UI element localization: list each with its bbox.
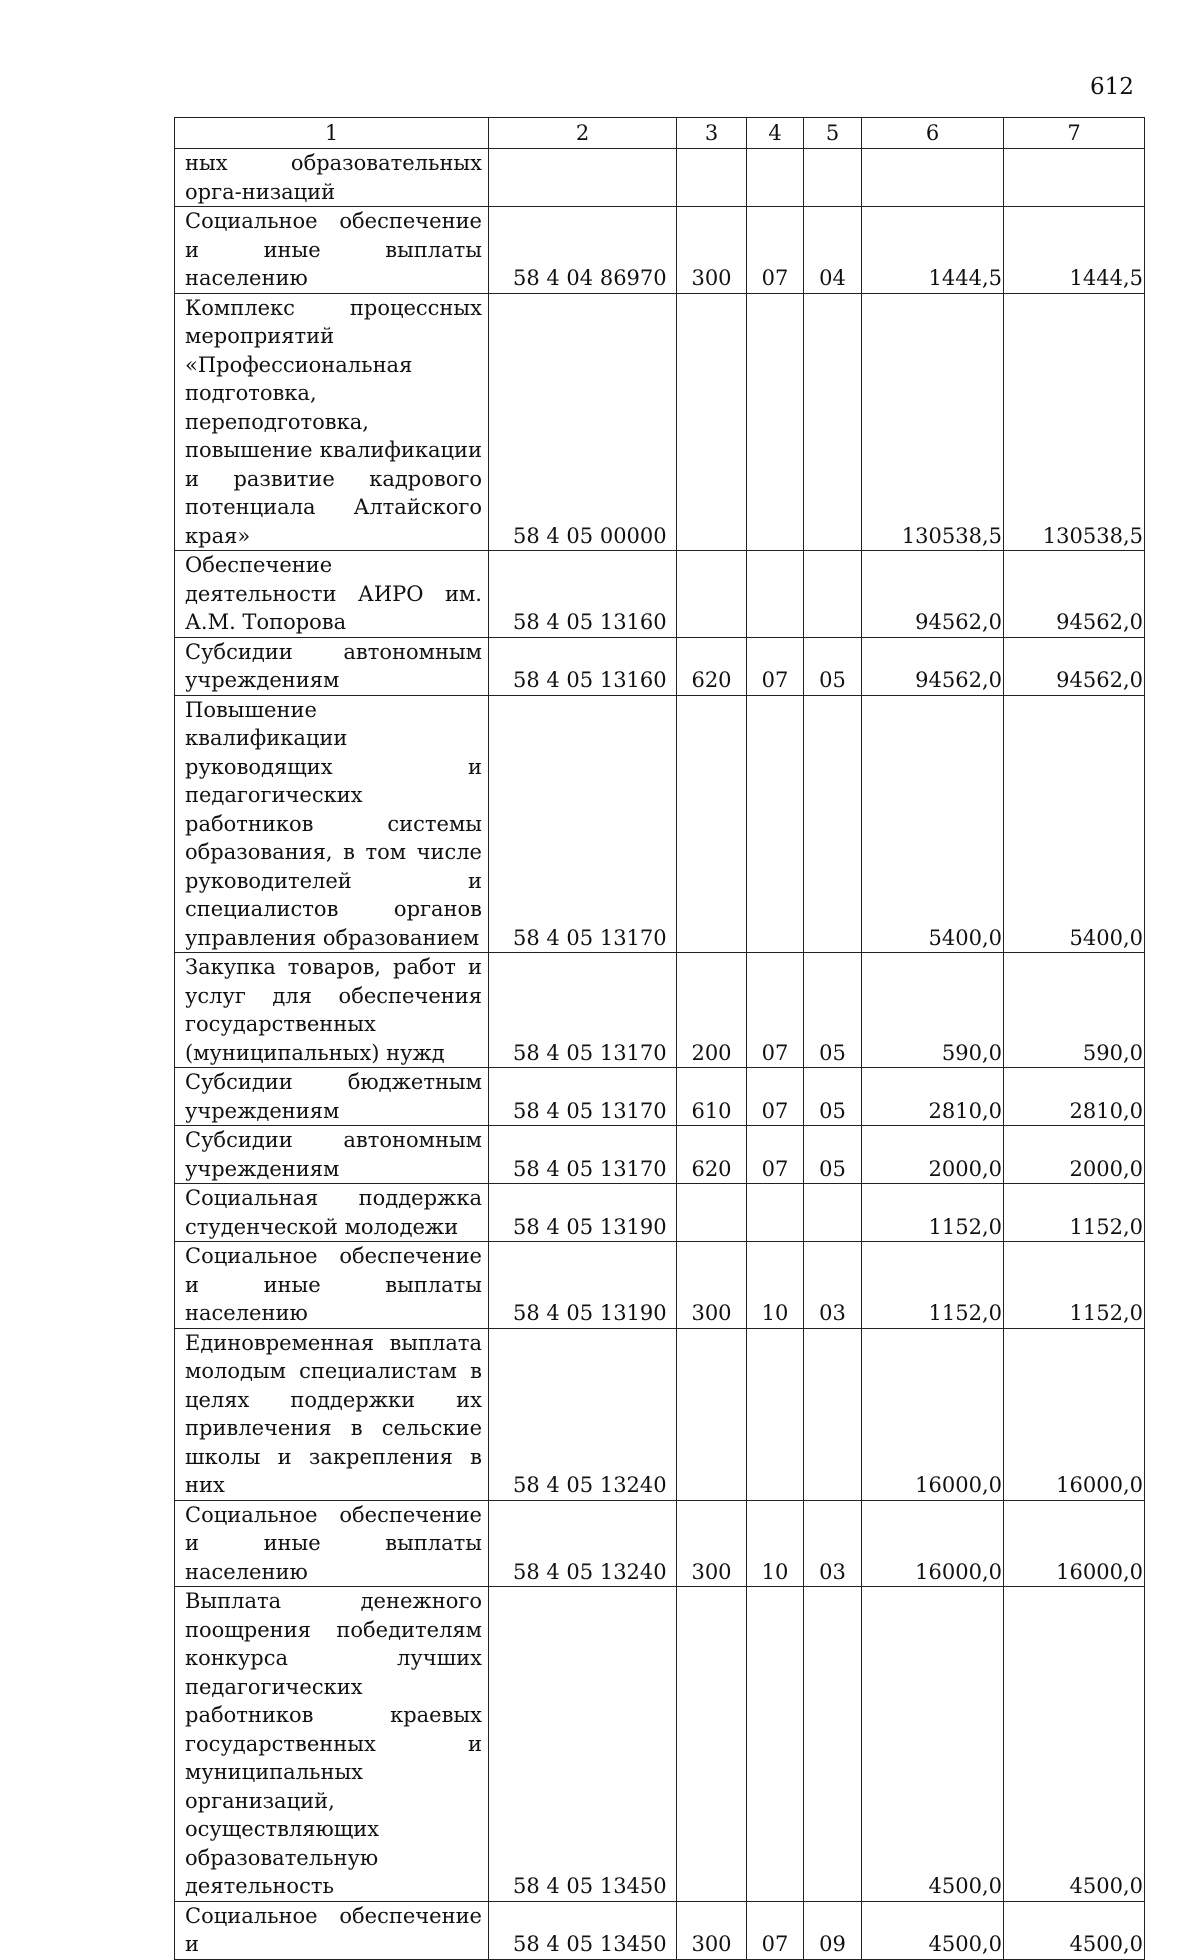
row-code: 58 4 05 13170 [489,953,677,1068]
row-section: 10 [747,1500,804,1587]
row-subsection [804,1184,862,1242]
row-amount-2026 [1004,149,1145,207]
row-subsection [804,551,862,638]
row-subsection: 05 [804,953,862,1068]
row-expense-type: 620 [677,637,747,695]
row-code [489,149,677,207]
table-row [175,953,1145,1068]
row-expense-type: 610 [677,1068,747,1126]
row-amount-2025: 130538,5 [862,293,1004,551]
row-amount-2026: 1152,0 [1004,1242,1145,1329]
row-description: Обеспечение деятельности АИРО им. А.М. Топорова [175,551,489,638]
row-amount-2025 [862,149,1004,207]
table-row [175,1587,1145,1902]
row-expense-type: 300 [677,1242,747,1329]
header-cell: 3 [677,118,747,149]
row-section: 07 [747,207,804,294]
row-expense-type [677,293,747,551]
row-amount-2026: 1444,5 [1004,207,1145,294]
row-description: Субсидии автономным учреждениям [175,637,489,695]
row-section: 07 [747,953,804,1068]
row-expense-type: 300 [677,1901,747,1959]
row-section [747,551,804,638]
row-section [747,1587,804,1902]
row-amount-2026: 2810,0 [1004,1068,1145,1126]
row-amount-2025: 1152,0 [862,1184,1004,1242]
row-amount-2026: 94562,0 [1004,637,1145,695]
row-subsection: 05 [804,1068,862,1126]
row-code: 58 4 05 13450 [489,1901,677,1959]
table-row [175,637,1145,695]
table-row [175,1328,1145,1500]
row-amount-2025: 5400,0 [862,695,1004,953]
row-section: 07 [747,1126,804,1184]
row-subsection: 04 [804,207,862,294]
row-amount-2025: 1444,5 [862,207,1004,294]
row-amount-2026: 1152,0 [1004,1184,1145,1242]
row-expense-type [677,1184,747,1242]
row-expense-type [677,551,747,638]
row-section [747,1328,804,1500]
header-cell: 2 [489,118,677,149]
row-expense-type: 200 [677,953,747,1068]
row-section [747,695,804,953]
row-expense-type [677,1328,747,1500]
row-amount-2026: 590,0 [1004,953,1145,1068]
page-number: 612 [1090,74,1134,100]
row-amount-2025: 2000,0 [862,1126,1004,1184]
table-row [175,1068,1145,1126]
row-subsection [804,1587,862,1902]
row-code: 58 4 05 13170 [489,1068,677,1126]
row-amount-2025: 1152,0 [862,1242,1004,1329]
row-subsection: 09 [804,1901,862,1959]
row-description: Комплекс процессных мероприятий «Профессиональная подготовка, переподготовка, повышение квалификации и развитие кадрового потенциала Алтайского края» [175,293,489,551]
row-expense-type: 300 [677,207,747,294]
row-description: Субсидии бюджетным учреждениям [175,1068,489,1126]
row-subsection [804,149,862,207]
header-cell: 5 [804,118,862,149]
row-section: 07 [747,637,804,695]
row-amount-2026: 16000,0 [1004,1328,1145,1500]
row-section [747,293,804,551]
row-subsection: 03 [804,1242,862,1329]
row-subsection: 05 [804,1126,862,1184]
row-description: Субсидии автономным учреждениям [175,1126,489,1184]
row-expense-type [677,149,747,207]
row-section [747,149,804,207]
header-cell: 1 [175,118,489,149]
row-expense-type: 300 [677,1500,747,1587]
row-section [747,1184,804,1242]
row-code: 58 4 05 13160 [489,551,677,638]
row-description: Единовременная выплата молодым специалистам в целях поддержки их привлечения в сельские школы и закрепления в них [175,1328,489,1500]
row-amount-2026: 130538,5 [1004,293,1145,551]
row-code: 58 4 05 13190 [489,1184,677,1242]
table-row [175,1500,1145,1587]
header-cell: 7 [1004,118,1145,149]
table-row [175,695,1145,953]
row-description: Выплата денежного поощрения победителям конкурса лучших педагогических работников краевых государственных и муниципальных организаций, осуществляющих образовательную деятельность [175,1587,489,1902]
row-subsection: 05 [804,637,862,695]
table-header-row [175,118,1145,149]
row-amount-2025: 16000,0 [862,1500,1004,1587]
row-section: 10 [747,1242,804,1329]
budget-table [174,117,1145,1960]
row-code: 58 4 05 00000 [489,293,677,551]
row-code: 58 4 05 13170 [489,1126,677,1184]
row-description: Социальное обеспечение и [175,1901,489,1959]
header-cell: 4 [747,118,804,149]
table-row [175,1126,1145,1184]
row-amount-2025: 4500,0 [862,1587,1004,1902]
row-description: Социальное обеспечение и иные выплаты населению [175,1242,489,1329]
row-amount-2025: 590,0 [862,953,1004,1068]
row-subsection: 03 [804,1500,862,1587]
row-amount-2026: 94562,0 [1004,551,1145,638]
row-description: Социальное обеспечение и иные выплаты населению [175,1500,489,1587]
row-amount-2025: 94562,0 [862,637,1004,695]
table-row [175,551,1145,638]
row-subsection [804,293,862,551]
table-body [175,149,1145,1960]
table-row [175,1184,1145,1242]
row-section: 07 [747,1901,804,1959]
row-expense-type: 620 [677,1126,747,1184]
row-code: 58 4 05 13240 [489,1328,677,1500]
row-amount-2026: 4500,0 [1004,1587,1145,1902]
row-expense-type [677,1587,747,1902]
table-row [175,149,1145,207]
row-amount-2026: 4500,0 [1004,1901,1145,1959]
row-amount-2025: 94562,0 [862,551,1004,638]
row-amount-2025: 2810,0 [862,1068,1004,1126]
table-row [175,207,1145,294]
row-amount-2025: 4500,0 [862,1901,1004,1959]
row-amount-2025: 16000,0 [862,1328,1004,1500]
row-code: 58 4 05 13240 [489,1500,677,1587]
header-cell: 6 [862,118,1004,149]
row-code: 58 4 05 13170 [489,695,677,953]
row-description: ных образовательных орга-низаций [175,149,489,207]
table-row [175,1901,1145,1959]
row-description: Социальная поддержка студенческой молодежи [175,1184,489,1242]
row-amount-2026: 5400,0 [1004,695,1145,953]
row-code: 58 4 04 86970 [489,207,677,294]
table-row [175,293,1145,551]
row-code: 58 4 05 13450 [489,1587,677,1902]
row-subsection [804,1328,862,1500]
row-subsection [804,695,862,953]
row-expense-type [677,695,747,953]
row-amount-2026: 16000,0 [1004,1500,1145,1587]
row-code: 58 4 05 13160 [489,637,677,695]
row-description: Закупка товаров, работ и услуг для обеспечения государственных (муниципальных) нужд [175,953,489,1068]
row-amount-2026: 2000,0 [1004,1126,1145,1184]
table-row [175,1242,1145,1329]
row-code: 58 4 05 13190 [489,1242,677,1329]
row-section: 07 [747,1068,804,1126]
row-description: Социальное обеспечение и иные выплаты населению [175,207,489,294]
row-description: Повышение квалификации руководящих и педагогических работников системы образования, в том числе руководителей и специалистов органов управления образованием [175,695,489,953]
